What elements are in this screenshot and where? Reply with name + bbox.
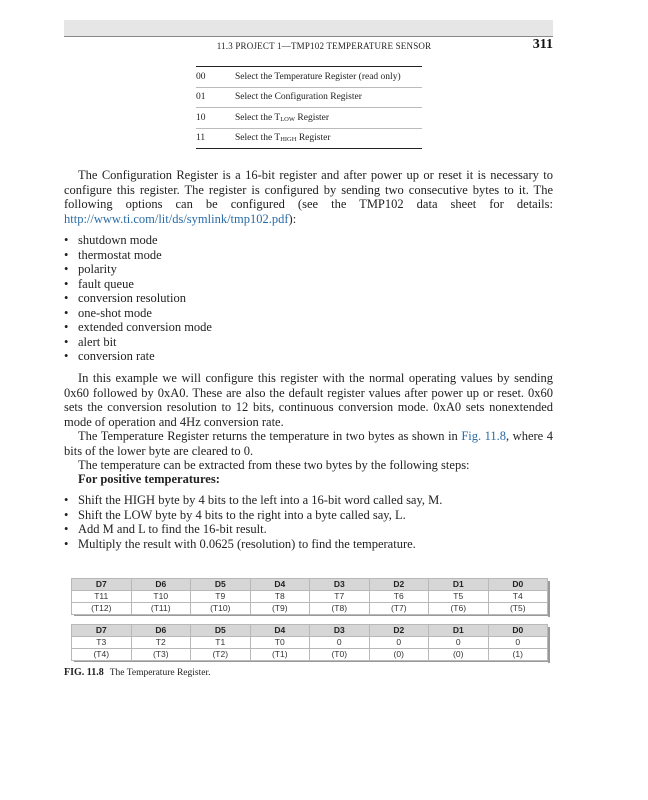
bit-cell: (0) <box>429 649 489 661</box>
bit-cell: (T11) <box>131 603 191 615</box>
register-code: 11 <box>196 128 235 149</box>
configuration-example-paragraph: In this example we will configure this register with the normal operating values by sending 0x60 followed by 0xA0. These are also the default register values after power up or reset. 0x60 sets the conversion resolution to 12 bits, continuous conversion mode. 0xA0 sets nonextended mode of operation and 4Hz conversion rate. <box>64 371 553 429</box>
table-row <box>72 649 548 661</box>
running-head: 11.3 PROJECT 1—TMP102 TEMPERATURE SENSOR <box>216 41 432 51</box>
bit-header: D3 <box>310 625 370 637</box>
bit-cell: (T8) <box>310 603 370 615</box>
bit-cell: (1) <box>488 649 548 661</box>
bit-cell: (T10) <box>191 603 251 615</box>
figure-caption-text: The Temperature Register. <box>109 668 211 678</box>
bit-header: D1 <box>429 579 489 591</box>
bit-cell: T6 <box>369 591 429 603</box>
table-row <box>72 637 548 649</box>
bit-cell: T5 <box>429 591 489 603</box>
high-byte-table <box>71 578 548 615</box>
list-item: • one-shot mode <box>64 306 553 321</box>
low-byte-table <box>71 624 548 661</box>
register-description: Select the Configuration Register <box>235 87 422 108</box>
table-row <box>196 108 422 129</box>
table-row <box>196 67 422 88</box>
figure-label: FIG. 11.8 <box>64 667 104 678</box>
list-item: • shutdown mode <box>64 233 553 248</box>
register-select-table <box>196 66 422 149</box>
extraction-steps-list <box>64 493 553 551</box>
register-code: 01 <box>196 87 235 108</box>
list-item: • Shift the LOW byte by 4 bits to the right into a byte called say, L. <box>64 508 553 523</box>
table-row <box>72 579 548 591</box>
list-item: • Shift the HIGH byte by 4 bits to the left into a 16-bit word called say, M. <box>64 493 553 508</box>
page-number: 311 <box>532 37 553 52</box>
bit-cell: 0 <box>369 637 429 649</box>
bit-header: D5 <box>191 579 251 591</box>
register-description: Select the $T_{LOW}$ Register <box>235 108 422 129</box>
bit-cell: 0 <box>429 637 489 649</box>
extraction-intro-paragraph: The temperature can be extracted from these two bytes by the following steps: <box>78 458 470 472</box>
bit-header: D6 <box>131 579 191 591</box>
register-code: 10 <box>196 108 235 129</box>
figure-shadow <box>548 581 550 617</box>
bit-cell: T4 <box>488 591 548 603</box>
bit-header: D0 <box>488 579 548 591</box>
list-item: • thermostat mode <box>64 248 553 263</box>
list-item: • polarity <box>64 262 553 277</box>
register-description: Select the Temperature Register (read only) <box>235 67 422 88</box>
list-item: • extended conversion mode <box>64 320 553 335</box>
top-margin-band <box>64 20 553 36</box>
figure-caption <box>64 667 210 678</box>
bit-cell: T11 <box>72 591 132 603</box>
figure-shadow <box>548 627 550 663</box>
bit-header: D3 <box>310 579 370 591</box>
bit-header: D1 <box>429 625 489 637</box>
bit-header: D7 <box>72 625 132 637</box>
bit-cell: (T2) <box>191 649 251 661</box>
list-item: • fault queue <box>64 277 553 292</box>
bit-cell: (T6) <box>429 603 489 615</box>
bit-cell: T8 <box>250 591 310 603</box>
bit-cell: T10 <box>131 591 191 603</box>
bit-cell: T2 <box>131 637 191 649</box>
table-row <box>196 87 422 108</box>
bit-cell: (T3) <box>131 649 191 661</box>
bit-cell: (0) <box>369 649 429 661</box>
bit-cell: 0 <box>488 637 548 649</box>
bit-cell: (T4) <box>72 649 132 661</box>
bit-cell: (T0) <box>310 649 370 661</box>
bit-cell: 0 <box>310 637 370 649</box>
bit-cell: (T9) <box>250 603 310 615</box>
bit-cell: T0 <box>250 637 310 649</box>
register-description: Select the $T_{HIGH}$ Register <box>235 128 422 149</box>
bit-cell: T1 <box>191 637 251 649</box>
list-item: • conversion rate <box>64 349 553 364</box>
table-row <box>72 603 548 615</box>
bit-cell: T9 <box>191 591 251 603</box>
bit-header: D7 <box>72 579 132 591</box>
config-register-paragraph: The Configuration Register is a 16-bit register and after power up or reset it is necessary to configure this register. The register is configured by sending two consecutive bytes to it. The following options can be configured (see the TMP102 data sheet for details: http://www.ti.com/lit/ds/symlink/tmp102.pdf): <box>64 168 553 226</box>
bit-header: D5 <box>191 625 251 637</box>
bit-header: D2 <box>369 625 429 637</box>
bit-header: D2 <box>369 579 429 591</box>
figure-reference-link[interactable]: Fig. 11.8 <box>461 429 507 443</box>
table-row <box>196 128 422 149</box>
bit-cell: (T7) <box>369 603 429 615</box>
bit-cell: (T12) <box>72 603 132 615</box>
list-item: • conversion resolution <box>64 291 553 306</box>
tmp102-datasheet-link[interactable]: http://www.ti.com/lit/ds/symlink/tmp102.pdf <box>64 211 289 226</box>
bit-cell: T3 <box>72 637 132 649</box>
list-item: • Add M and L to find the 16-bit result. <box>64 522 553 537</box>
bit-header: D4 <box>250 579 310 591</box>
bit-cell: T7 <box>310 591 370 603</box>
bit-header: D0 <box>488 625 548 637</box>
bit-header: D6 <box>131 625 191 637</box>
table-row <box>72 591 548 603</box>
bit-cell: (T1) <box>250 649 310 661</box>
list-item: • alert bit <box>64 335 553 350</box>
positive-temperatures-heading: For positive temperatures: <box>78 472 220 486</box>
register-code: 00 <box>196 67 235 88</box>
bit-header: D4 <box>250 625 310 637</box>
config-options-list <box>64 233 553 364</box>
list-item: • Multiply the result with 0.0625 (resolution) to find the temperature. <box>64 537 553 552</box>
temperature-register-paragraph: The Temperature Register returns the temperature in two bytes as shown in Fig. 11.8, where 4 bits of the lower byte are cleared to 0. <box>64 429 553 458</box>
table-row <box>72 625 548 637</box>
header-rule <box>64 36 553 37</box>
bit-cell: (T5) <box>488 603 548 615</box>
